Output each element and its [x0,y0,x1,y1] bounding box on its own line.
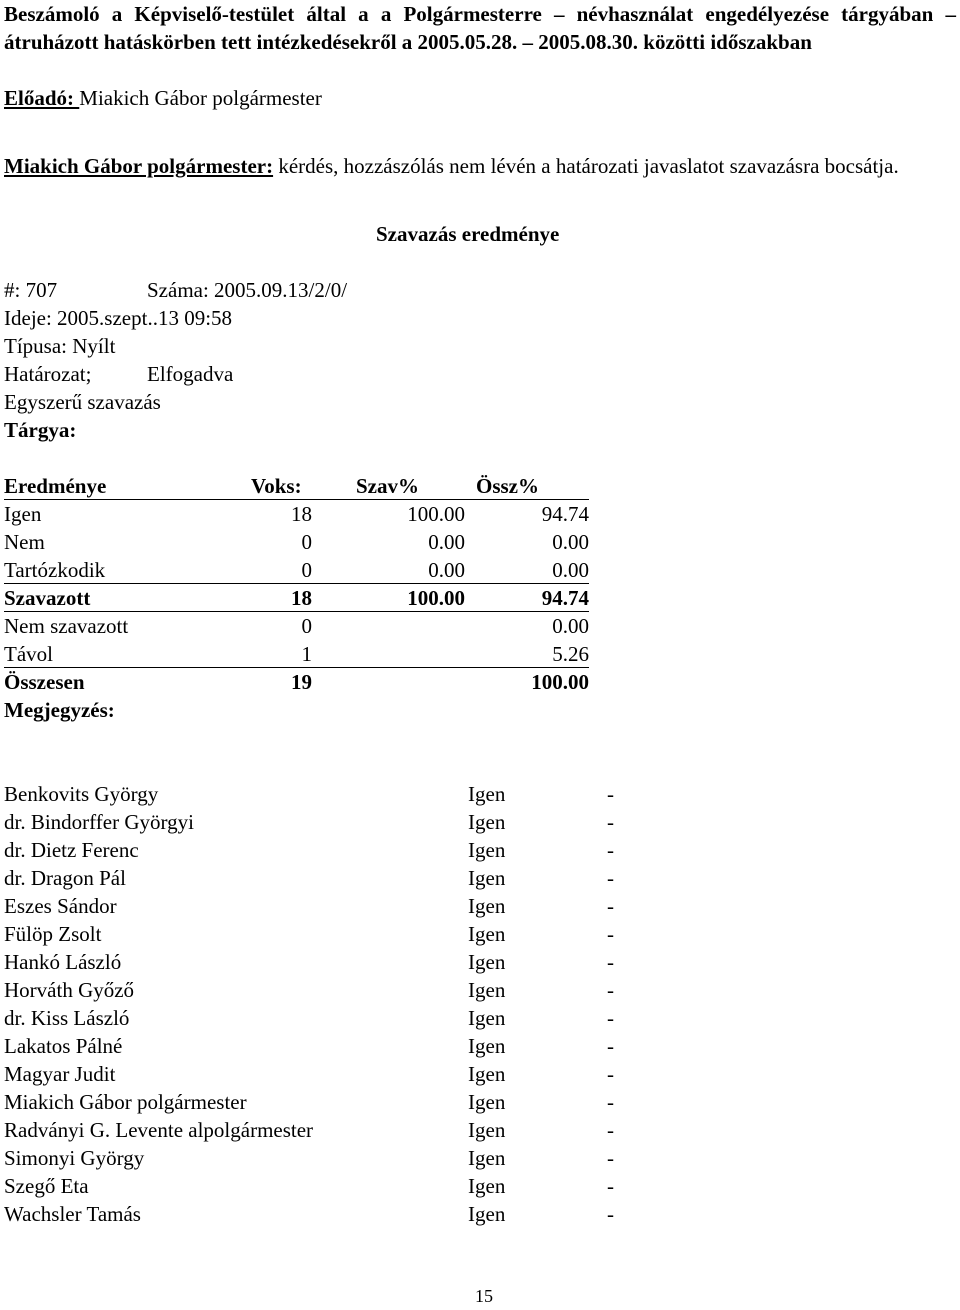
voter-vote: Igen [468,1146,506,1170]
voter-dash: - [607,1202,614,1226]
result-ossz: 94.74 [541,586,589,610]
voter-row [4,1144,624,1172]
result-votes: 18 [291,586,312,610]
result-label: Nem szavazott [4,614,129,638]
vote-subject-label: Tárgya: [4,418,77,442]
result-label: Szavazott [4,586,91,610]
result-votes: 1 [301,642,312,666]
presenter-label: Előadó: [4,86,80,110]
result-heading: Szavazás eredménye [376,222,560,246]
voter-dash: - [607,978,614,1002]
results-row-nem-szavazott [4,612,589,640]
result-votes: 19 [291,670,312,694]
results-row-nem [4,528,589,556]
voter-dash: - [607,1062,614,1086]
voter-dash: - [607,950,614,974]
voter-name: dr. Kiss László [4,1006,130,1030]
vote-note-label: Megjegyzés: [4,698,115,722]
result-szav: 0.00 [428,558,465,582]
results-row-tavol [4,640,589,668]
voter-vote: Igen [468,782,506,806]
voter-name: Simonyi György [4,1146,145,1170]
voter-name: Szegő Eta [4,1174,89,1198]
voter-vote: Igen [468,1174,506,1198]
voter-name: dr. Dietz Ferenc [4,838,139,862]
voter-name: Lakatos Pálné [4,1034,123,1058]
voter-row [4,1004,624,1032]
voter-name: Radványi G. Levente alpolgármester [4,1118,314,1142]
voter-dash: - [607,894,614,918]
header-szav-percent: Szav% [356,474,419,498]
voter-name: Fülöp Zsolt [4,922,102,946]
voter-dash: - [607,1118,614,1142]
results-row-tartozkodik [4,556,589,584]
voter-dash: - [607,1006,614,1030]
voter-dash: - [607,782,614,806]
voter-row [4,948,624,976]
result-label: Igen [4,502,42,526]
page-number: 15 [475,1286,493,1306]
voter-row [4,1116,624,1144]
vote-type: Típusa: Nyílt [4,334,116,358]
vote-id: Száma: 2005.09.13/2/0/ [147,278,348,302]
result-votes: 18 [291,502,312,526]
result-votes: 0 [301,558,312,582]
results-row-igen [4,500,589,528]
speech-text: kérdés, hozzászólás nem lévén a határozati javaslatot szavazásra bocsátja. [273,154,899,178]
voter-row [4,864,624,892]
vote-number: #: 707 [4,278,58,302]
voter-vote: Igen [468,1202,506,1226]
header-result: Eredménye [4,474,107,498]
result-ossz: 0.00 [552,530,589,554]
presenter-line [4,84,322,112]
voter-row [4,1172,624,1200]
voter-dash: - [607,1174,614,1198]
voter-vote: Igen [468,978,506,1002]
voter-vote: Igen [468,810,506,834]
voter-row [4,976,624,1004]
vote-decision-status: Elfogadva [147,362,234,386]
voter-row [4,808,624,836]
results-row-osszesen [4,668,589,696]
voter-vote: Igen [468,1034,506,1058]
voter-vote: Igen [468,894,506,918]
result-label: Tartózkodik [4,558,106,582]
result-ossz: 5.26 [552,642,589,666]
voter-name: Miakich Gábor polgármester [4,1090,247,1114]
presenter-name: Miakich Gábor polgármester [79,86,322,110]
vote-decision-line [4,360,234,388]
voter-row [4,1060,624,1088]
voter-name: Magyar Judit [4,1062,116,1086]
header-votes: Voks: [251,474,302,498]
voter-row [4,836,624,864]
voter-dash: - [607,1090,614,1114]
result-label: Összesen [4,670,85,694]
voter-vote: Igen [468,1062,506,1086]
result-ossz: 100.00 [531,670,589,694]
speech-paragraph [4,152,956,180]
voter-name: dr. Dragon Pál [4,866,126,890]
result-szav: 100.00 [407,586,465,610]
voter-dash: - [607,922,614,946]
document-title: Beszámoló a Képviselő-testület által a a Polgármesterre – névhasználat engedélyezése tárgyában – átruházott hatáskörben tett intézkedésekről a 2005.05.28. – 2005.08.30. közötti időszakban [4,2,956,54]
vote-decision: Határozat; [4,362,92,386]
vote-method: Egyszerű szavazás [4,390,161,414]
voter-row [4,1088,624,1116]
voter-vote: Igen [468,1118,506,1142]
voter-name: Hankó László [4,950,122,974]
voter-name: Wachsler Tamás [4,1202,141,1226]
result-votes: 0 [301,614,312,638]
voter-dash: - [607,1146,614,1170]
voter-name: Benkovits György [4,782,159,806]
voter-row [4,920,624,948]
result-ossz: 0.00 [552,614,589,638]
result-label: Nem [4,530,45,554]
voter-row [4,780,624,808]
voter-vote: Igen [468,1090,506,1114]
voter-dash: - [607,838,614,862]
voter-name: Eszes Sándor [4,894,117,918]
voter-row [4,1032,624,1060]
result-ossz: 94.74 [541,502,589,526]
voter-vote: Igen [468,838,506,862]
voter-vote: Igen [468,922,506,946]
result-label: Távol [4,642,53,666]
results-row-szavazott [4,584,589,612]
vote-number-line [4,276,348,304]
result-votes: 0 [301,530,312,554]
result-szav: 0.00 [428,530,465,554]
voter-name: Horváth Győző [4,978,135,1002]
results-header-row [4,472,589,500]
speaker-name: Miakich Gábor polgármester: [4,154,274,178]
result-szav: 100.00 [407,502,465,526]
voter-vote: Igen [468,866,506,890]
header-ossz-percent: Össz% [476,474,539,498]
voter-dash: - [607,866,614,890]
result-ossz: 0.00 [552,558,589,582]
voter-vote: Igen [468,950,506,974]
vote-date: Ideje: 2005.szept..13 09:58 [4,306,233,330]
voter-row [4,1200,624,1228]
voter-dash: - [607,810,614,834]
voter-row [4,892,624,920]
voter-dash: - [607,1034,614,1058]
voter-name: dr. Bindorffer Györgyi [4,810,194,834]
voter-vote: Igen [468,1006,506,1030]
